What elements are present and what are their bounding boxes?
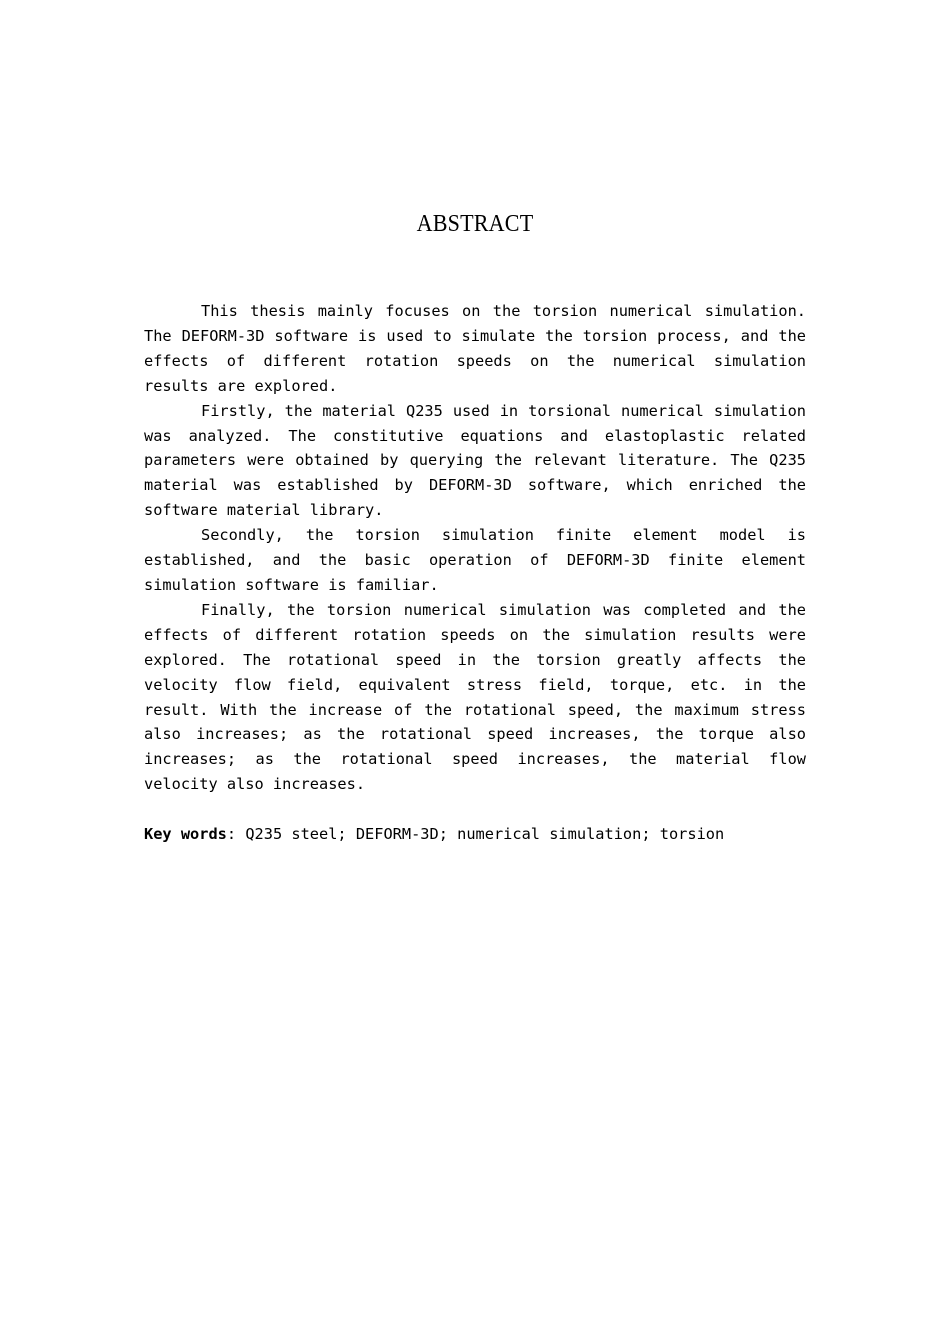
keywords-line [144,822,844,847]
abstract-body [144,299,806,797]
keywords-separator: : [226,825,246,843]
keywords-text: Q235 steel; DEFORM-3D; numerical simulation; torsion [245,825,725,843]
abstract-paragraph-2: Firstly, the material Q235 used in torsional numerical simulation was analyzed. The constitutive equations and elastoplastic related parameters were obtained by querying the relevant literature. The Q235 material was established by DEFORM-3D software, which enriched the software material library. [144,401,806,520]
abstract-paragraph-1: This thesis mainly focuses on the torsion numerical simulation. The DEFORM-3D software is used to simulate the torsion process, and the effects of different rotation speeds on the numerical simulation results are explored. [144,302,806,395]
abstract-paragraph-3: Secondly, the torsion simulation finite element model is established, and the basic operation of DEFORM-3D finite element simulation software is familiar. [144,526,806,594]
abstract-title: ABSTRACT [416,211,534,237]
abstract-paragraph-4: Finally, the torsion numerical simulation was completed and the effects of different rotation speeds on the simulation results were explored. The rotational speed in the torsion greatly affects the velocity flow field, equivalent stress field, torque, etc. in the result. With the increase of the rotational speed, the maximum stress also increases; as the rotational speed increases, the torque also increases; as the rotational speed increases, the material flow velocity also increases. [144,600,806,794]
keywords-label: Key words [144,825,227,843]
